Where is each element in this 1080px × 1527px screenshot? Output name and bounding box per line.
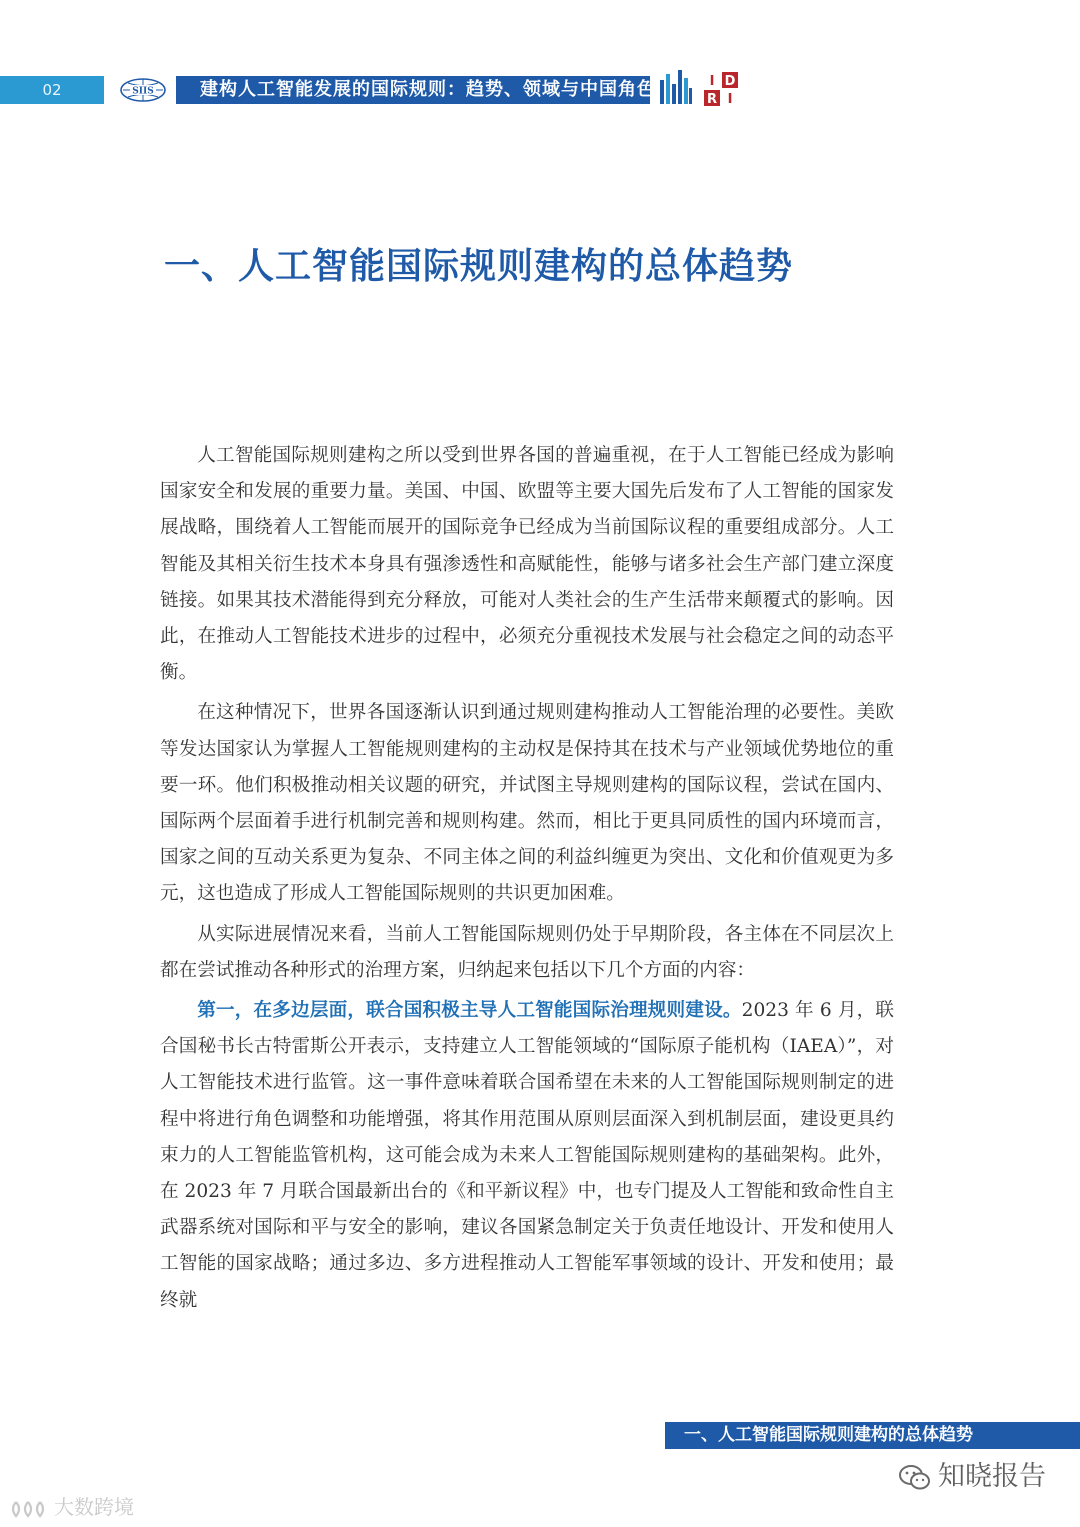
idri-letter-1: I bbox=[709, 74, 715, 89]
paragraph-3: 从实际进展情况来看，当前人工智能国际规则仍处于早期阶段，各主体在不同层次上都在尝试推动各种形式的治理方案，归纳起来包括以下几个方面的内容： bbox=[160, 923, 894, 981]
idri-logo-icon bbox=[704, 72, 738, 108]
watermark-left-text: 大数跨境 bbox=[54, 1495, 134, 1519]
paragraph-2: 在这种情况下，世界各国逐渐认识到通过规则建构推动人工智能治理的必要性。美欧等发达国家认为掌握人工智能规则建构的主动权是保持其在技术与产业领域优势地位的重要一环。他们积极推动相关议题的研究，并试图主导规则建构的国际议程，尝试在国内、国际两个层面着手进行机制完善和规则构建。然而，相比于更具同质性的国内环境而言，国家之间的互动关系更为复杂、不同主体之间的利益纠缠更为突出、文化和价值观更为多元，这也造成了形成人工智能国际规则的共识更加困难。 bbox=[160, 702, 894, 905]
paragraph-1: 人工智能国际规则建构之所以受到世界各国的普遍重视，在于人工智能已经成为影响国家安全和发展的重要力量。美国、中国、欧盟等主要大国先后发布了人工智能的国家发展战略，围绕着人工智能而展开的国际竞争已经成为当前国际议程的重要组成部分。人工智能及其相关衍生技术本身具有强渗透性和高赋能性，能够与诸多社会生产部门建立深度链接。如果其技术潜能得到充分释放，可能对人类社会的生产生活带来颠覆式的影响。因此，在推动人工智能技术进步的过程中，必须充分重视技术发展与社会稳定之间的动态平衡。 bbox=[160, 445, 894, 684]
header-title: 建构人工智能发展的国际规则：趋势、领域与中国角色 bbox=[200, 79, 656, 100]
idri-letter-2: D bbox=[724, 74, 736, 89]
body-text bbox=[160, 438, 894, 1323]
link-loop-icon bbox=[8, 1498, 48, 1520]
siis-logo-icon bbox=[118, 76, 168, 104]
page-number: 02 bbox=[42, 81, 62, 99]
watermark-right bbox=[898, 1457, 1046, 1497]
paragraph-4 bbox=[160, 993, 894, 1319]
watermark-left bbox=[8, 1492, 134, 1522]
footer-section-label: 一、人工智能国际规则建构的总体趋势 bbox=[684, 1425, 973, 1445]
section-title: 一、人工智能国际规则建构的总体趋势 bbox=[164, 245, 794, 287]
idri-letter-3: R bbox=[706, 92, 718, 107]
siis-logo-text: SIIS bbox=[132, 86, 154, 97]
watermark-right-text: 知晓报告 bbox=[938, 1461, 1046, 1492]
wechat-icon bbox=[898, 1463, 932, 1493]
paragraph-4-text: 2023 年 6 月，联合国秘书长古特雷斯公开表示，支持建立人工智能领域的“国际原子能机构（IAEA）”，对人工智能技术进行监管。这一事件意味着联合国希望在未来的人工智能国际规则制定的进程中将进行角色调整和功能增强，将其作用范围从原则层面深入到机制层面，建设更具约束力的人工智能监管机构，这可能会成为未来人工智能国际规则建构的基础架构。此外，在 2023 年 7 月联合国最新出台的《和平新议程》中，也专门提及人工智能和致命性自主武器系统对国际和平与安全的影响，建议各国紧急制定关于负责任地设计、开发和使用人工智能的国家战略；通过多边、多方进程推动人工智能军事领域的设计、开发和使用；最终就 bbox=[160, 1000, 894, 1311]
bars-logo-icon bbox=[659, 70, 693, 108]
page-header bbox=[0, 74, 1080, 107]
idri-letter-4: I bbox=[727, 92, 733, 107]
paragraph-4-highlight: 第一，在多边层面，联合国积极主导人工智能国际治理规则建设。 bbox=[197, 1000, 742, 1022]
